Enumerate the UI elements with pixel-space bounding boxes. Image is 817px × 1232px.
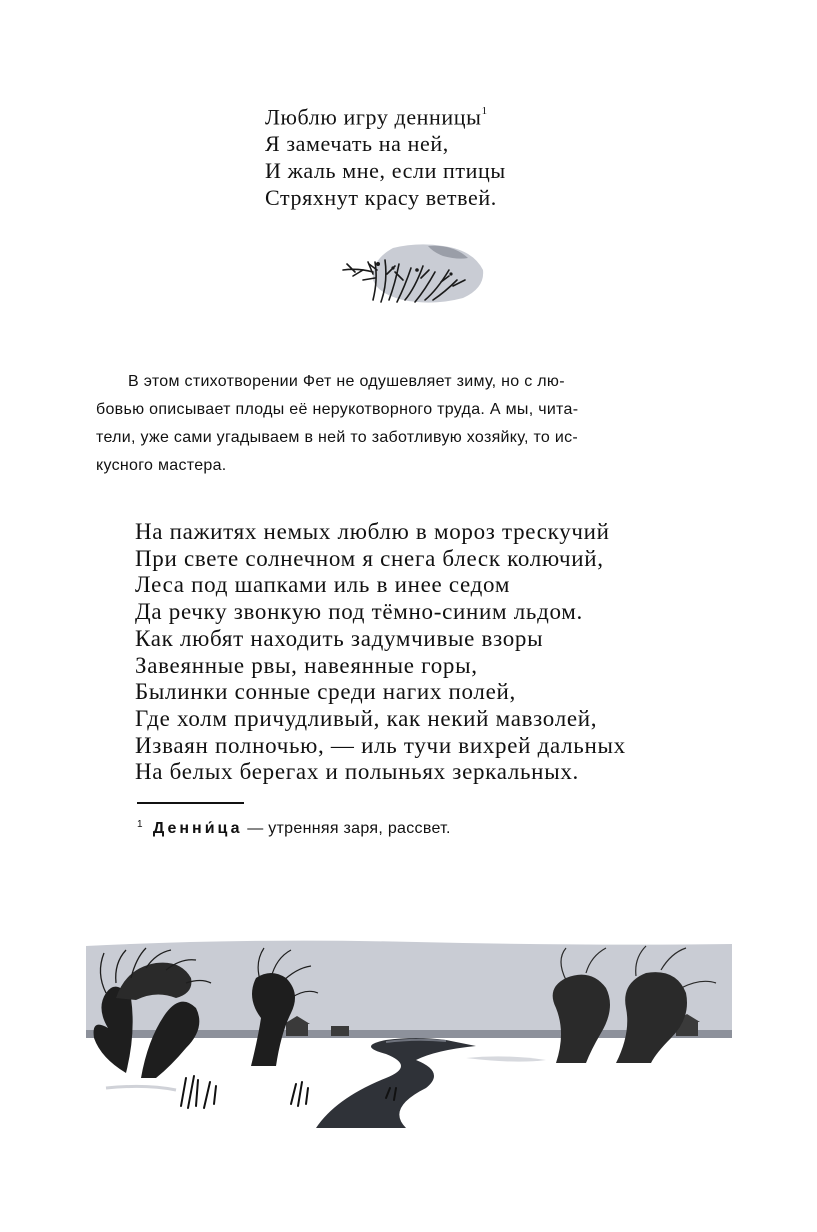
footnote: [137, 820, 451, 838]
poem-1-line: Стряхнут красу ветвей.: [265, 185, 497, 211]
winter-landscape-illustration: [86, 938, 732, 1128]
footnote-mark: 1: [137, 819, 143, 830]
poem-1-line: Я замечать на ней,: [265, 131, 449, 157]
poem-1-line: И жаль мне, если птицы: [265, 158, 506, 184]
snowy-branches-vignette: [333, 240, 493, 320]
poem-2-line: Как любят находить задумчивые взоры: [135, 625, 544, 651]
poem-2-line: На белых берегах и полыньях зеркальных.: [135, 759, 579, 785]
commentary-line: кусного мастера.: [96, 457, 227, 474]
commentary-line: бовью описывает плоды её нерукотворного труда. А мы, чита-: [96, 401, 579, 418]
poem-2-line: Былинки сонные среди нагих полей,: [135, 679, 516, 705]
poem-1-stanza: [265, 100, 506, 211]
poem-2-line: Завеянные рвы, навеянные горы,: [135, 652, 478, 678]
poem-2-line: При свете солнечном я снега блеск колючий,: [135, 545, 604, 571]
footnote-definition: — утренняя заря, рассвет.: [242, 820, 451, 837]
poem-2-line: Где холм причудливый, как некий мавзолей,: [135, 705, 598, 731]
commentary-line: В этом стихотворении Фет не одушевляет зиму, но с лю-: [128, 373, 565, 390]
footnote-term: Денни́ца: [152, 820, 243, 837]
commentary-line: тели, уже сами угадываем в ней то заботливую хозяйку, то ис-: [96, 429, 579, 446]
footnote-divider: [137, 802, 244, 804]
poem-2-line: Изваян полночью, — иль тучи вихрей дальных: [135, 732, 626, 758]
poem-1-line: Люблю игру денницы$^1$: [265, 104, 488, 130]
footnote-reference[interactable]: 1: [481, 105, 488, 117]
poem-2-line: На пажитях немых люблю в мороз трескучий: [135, 519, 610, 544]
commentary-paragraph: [96, 368, 736, 480]
poem-2-line: Да речку звонкую под тёмно-синим льдом.: [135, 599, 583, 625]
poem-2-line: Леса под шапками иль в инее седом: [135, 572, 511, 598]
poem-2-stanza: [135, 519, 626, 786]
